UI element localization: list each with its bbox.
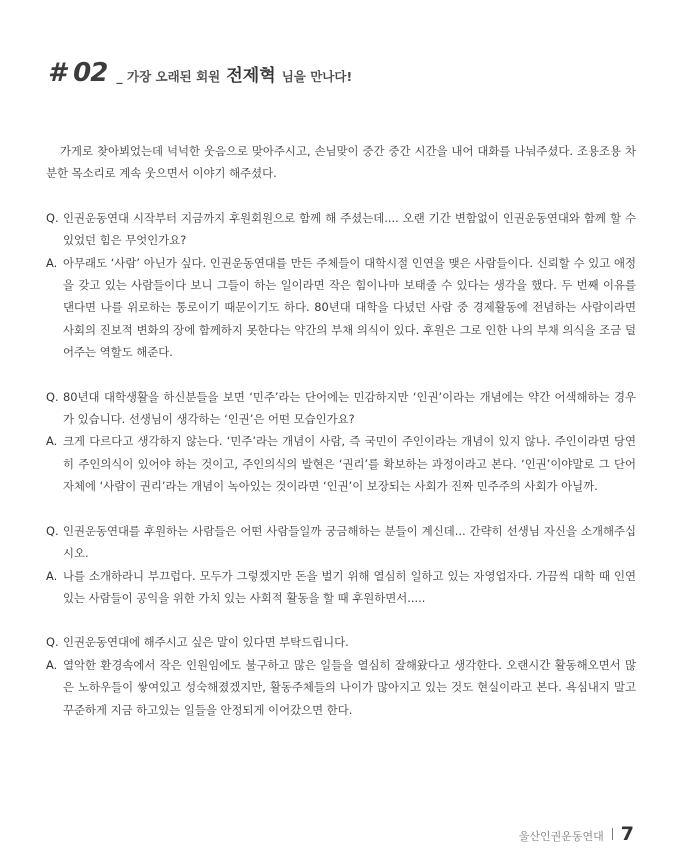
intro-paragraph: 가게로 찾아뵈었는데 넉넉한 웃음으로 맞아주시고, 손님맞이 중간 중간 시간을 내어 대화를 나눠주셨다. 조용조용 차분한 목소리로 계속 웃으면서 이야기 해주셨다. bbox=[46, 144, 636, 181]
answer-2 bbox=[46, 430, 636, 497]
header-subtitle-prefix: _ 가장 오래된 회원 bbox=[116, 69, 221, 84]
question-4 bbox=[46, 631, 636, 653]
footer-divider bbox=[612, 828, 613, 840]
question-3 bbox=[46, 520, 636, 565]
qa-block-3 bbox=[46, 520, 636, 610]
article-body bbox=[46, 140, 636, 721]
answer-text: 크게 다르다고 생각하지 않는다. ‘민주’라는 개념이 사람, 즉 국민이 주인이라는 개념이 있지 않나. 주인이라면 당연히 주인의식이 있어야 하는 것이고, 주인의식의 발현은 ‘권리’를 확보하는 과정이라고 본다. ‘인권’이야말로 그 단어 자체에 ‘사람이 권리’라는 개념이 녹아있는 것이라면 ‘인권’이 보장되는 사회가 진짜 민주주의 사회가 아닐까. bbox=[63, 434, 636, 494]
answer-1 bbox=[46, 252, 636, 364]
answer-label: A. bbox=[46, 255, 58, 270]
question-text: 인권운동연대를 후원하는 사람들은 어떤 사람들일까 궁금해하는 분들이 계신데... 간략히 선생님 자신을 소개해주십시오. bbox=[63, 523, 636, 561]
question-label: Q. bbox=[46, 523, 59, 538]
question-1 bbox=[46, 207, 636, 252]
qa-block-1 bbox=[46, 207, 636, 364]
answer-text: 열악한 환경속에서 작은 인원임에도 불구하고 많은 일들을 열심히 잘해왔다고 생각한다. 오랜시간 활동해오면서 많은 노하우들이 쌓여있고 성숙해졌겠지만, 활동주체들의 나이가 많아지고 있는 것도 현실이라고 본다. 욕심내지 말고 꾸준하게 지금 하고있는 일들을 안정되게 이어갔으면 한다. bbox=[63, 657, 636, 717]
question-text: 80년대 대학생활을 하신분들을 보면 ‘민주’라는 단어에는 민감하지만 ‘인권’이라는 개념에는 약간 어색해하는 경우가 있습니다. 선생님이 생각하는 ‘인권’은 어떤 모습인가요? bbox=[63, 389, 636, 427]
question-2 bbox=[46, 386, 636, 431]
question-label: Q. bbox=[46, 389, 59, 404]
organization-name: 울산인권운동연대 bbox=[518, 830, 604, 843]
answer-label: A. bbox=[46, 434, 58, 449]
section-number: # 02 bbox=[48, 58, 108, 88]
question-text: 인권운동연대 시작부터 지금까지 후원회원으로 함께 해 주셨는데.... 오랜 기간 변함없이 인권운동연대와 함께 할 수 있었던 힘은 무엇인가요? bbox=[63, 210, 636, 248]
answer-4 bbox=[46, 654, 636, 721]
answer-label: A. bbox=[46, 657, 58, 672]
question-label: Q. bbox=[46, 635, 59, 650]
answer-text: 아무래도 ‘사람’ 아닌가 싶다. 인권운동연대를 만든 주체들이 대학시절 인연을 맺은 사람들이다. 신뢰할 수 있고 애정을 갖고 있는 사람들이다 보니 그들이 하는 일이라면 작은 힘이나마 보태줄 수 있다는 생각을 했다. 두 번째 이유를 댄다면 나를 위로하는 통로이기 때문이기도 하다. 80년대 대학을 다녔던 사람 중 경제활동에 전념하는 사람이라면 사회의 진보적 변화의 장에 함께하지 못한다는 약간의 부채 의식이 있다. 후원은 그로 인한 나의 부채 의식을 조금 덜어주는 역할도 해준다. bbox=[63, 255, 636, 360]
qa-block-4 bbox=[46, 631, 636, 721]
article-header bbox=[48, 58, 648, 88]
qa-block-2 bbox=[46, 386, 636, 498]
question-label: Q. bbox=[46, 210, 59, 225]
answer-text: 나를 소개하라니 부끄럽다. 모두가 그렇겠지만 돈을 벌기 위해 열심히 일하고 있는 자영업자다. 가끔씩 대학 때 인연 있는 사람들이 공익을 위한 가치 있는 사회적 활동을 할 때 후원하면서..... bbox=[63, 568, 636, 605]
interviewee-name: 전제혁 bbox=[226, 66, 276, 86]
page-footer bbox=[519, 823, 634, 845]
answer-label: A. bbox=[46, 568, 58, 583]
page-number: 7 bbox=[620, 823, 634, 845]
header-subtitle-suffix: 님을 만나다! bbox=[281, 69, 353, 84]
question-text: 인권운동연대에 해주시고 싶은 말이 있다면 부탁드립니다. bbox=[63, 635, 349, 650]
answer-3 bbox=[46, 565, 636, 610]
